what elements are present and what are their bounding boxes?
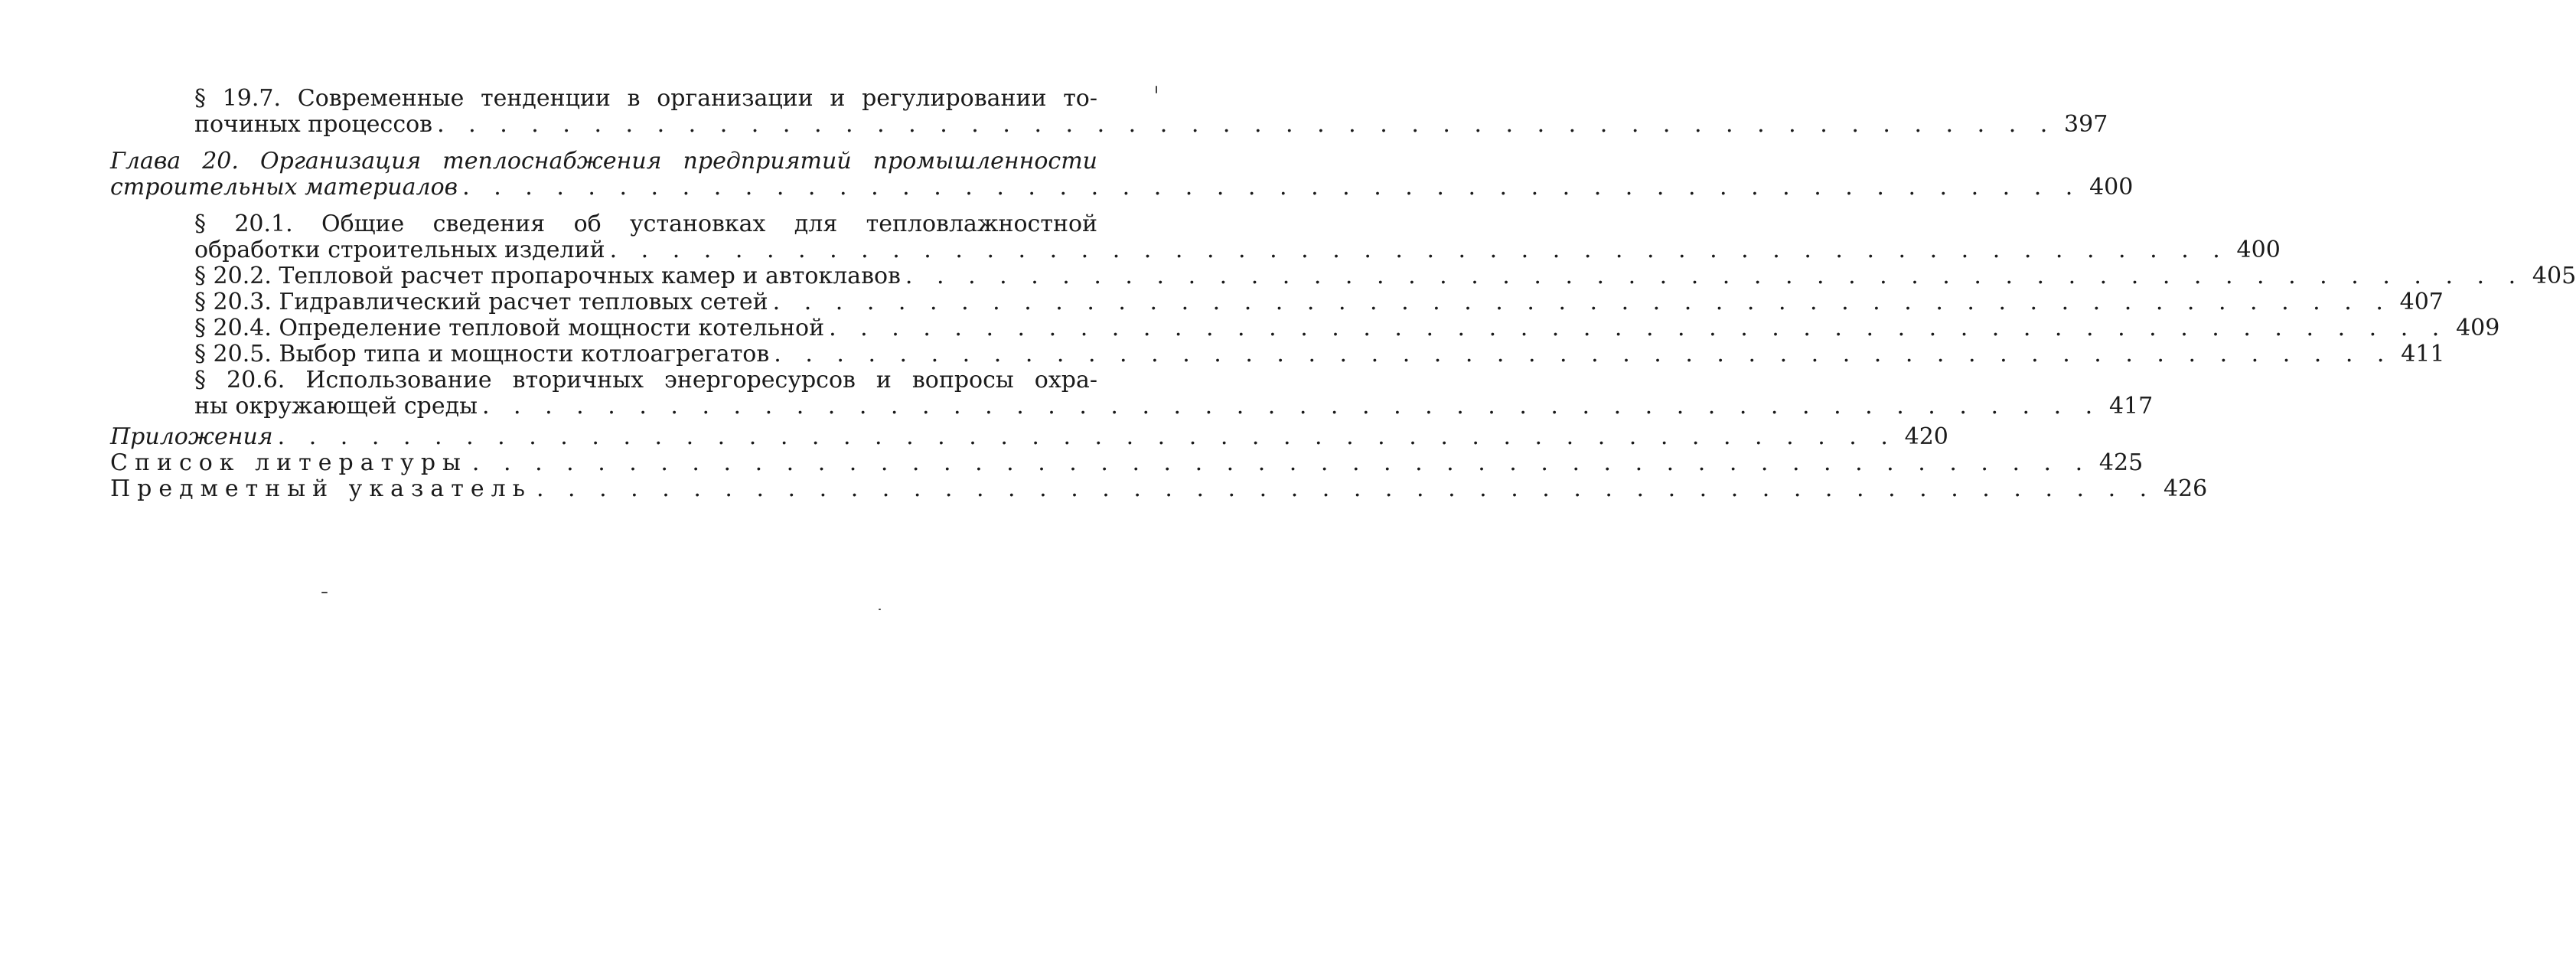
- toc-entry-text: Предметный указатель: [110, 475, 532, 502]
- toc-entry-last-line: [194, 315, 2500, 341]
- toc-entry-line: § 19.7. Современные тенденции в организации и регулировании то-: [194, 85, 1097, 112]
- toc-entry-last-line: [110, 449, 2144, 476]
- toc-page-number: 425: [2098, 449, 2144, 476]
- toc-page-number: 426: [2163, 475, 2208, 502]
- dot-leader: . . . . . . . . . . . . . . . . . . . . . . . . . . . . . . . . . . . . . . . . . . . . . . . . . . . .: [462, 174, 2082, 201]
- dot-leader: . . . . . . . . . . . . . . . . . . . . . . . . . . . . . . . . . . . . . . . . . . . . . . . . . . . .: [471, 449, 2092, 476]
- toc-entry-text: § 20.5. Выбор типа и мощности котлоагрегатов: [194, 341, 770, 367]
- toc-page-number: 407: [2399, 289, 2444, 315]
- dot-leader: . . . . . . . . . . . . . . . . . . . . . . . . . . . . . . . . . . . . . . . . . . . . . . . . . . . .: [774, 341, 2393, 367]
- toc-entry-last-line: [194, 263, 2576, 289]
- dot-leader: . . . . . . . . . . . . . . . . . . . . . . . . . . . . . . . . . . . . . . . . . . . . . . . . . . . .: [536, 475, 2156, 502]
- toc-entry-appendices: [110, 423, 1948, 450]
- toc-page-number: 400: [2236, 237, 2281, 263]
- toc-page-number: 405: [2532, 263, 2576, 289]
- toc-entry-last-line: [194, 111, 2108, 138]
- dot-leader: . . . . . . . . . . . . . . . . . . . . . . . . . . . . . . . . . . . . . . . . . . . . . . . . . . . .: [277, 423, 1896, 450]
- table-of-contents: [110, 85, 2576, 502]
- toc-entry-text: обработки строительных изделий: [194, 237, 605, 263]
- toc-entry-line: § 20.6. Использование вторичных энергоресурсов и вопросы охра-: [194, 367, 1097, 393]
- toc-page-number: 397: [2064, 111, 2108, 138]
- toc-entry-last-line: [110, 174, 2134, 201]
- toc-entry-text: Список литературы: [110, 449, 468, 476]
- toc-entry-20-3: [110, 289, 2444, 315]
- dot-leader: . . . . . . . . . . . . . . . . . . . . . . . . . . . . . . . . . . . . . . . . . . . . . . . . . . . .: [905, 263, 2525, 289]
- toc-page-number: 420: [1904, 423, 1948, 450]
- dot-leader: . . . . . . . . . . . . . . . . . . . . . . . . . . . . . . . . . . . . . . . . . . . . . . . . . . . .: [481, 393, 2102, 420]
- toc-entry-text: § 20.2. Тепловой расчет пропарочных камер и автоклавов: [194, 263, 901, 289]
- toc-entry-text: § 20.4. Определение тепловой мощности котельной: [194, 315, 825, 341]
- toc-entry-last-line: [194, 289, 2444, 315]
- toc-entry-last-line: [110, 475, 2208, 502]
- toc-entry-20-4: [110, 315, 2500, 341]
- toc-entry-last-line: [194, 393, 2154, 420]
- toc-entry-text: починых процессов: [194, 111, 433, 138]
- scan-speck: [321, 592, 328, 593]
- toc-page-number: 400: [2089, 174, 2134, 201]
- toc-entry-line: § 20.1. Общие сведения об установках для тепловлажностной: [194, 211, 1097, 237]
- toc-entry-19-7: [110, 85, 2108, 138]
- toc-entry-text: ны окружающей среды: [194, 393, 478, 420]
- scan-speck: [879, 609, 881, 610]
- dot-leader: . . . . . . . . . . . . . . . . . . . . . . . . . . . . . . . . . . . . . . . . . . . . . . . . . . . .: [437, 111, 2056, 138]
- toc-entry-last-line: [110, 423, 1948, 450]
- toc-entry-chapter-20: [110, 148, 2134, 201]
- toc-entry-20-6: [110, 367, 2154, 420]
- scan-speck: [1156, 86, 1157, 93]
- toc-page-number: 417: [2108, 393, 2154, 420]
- toc-entry-bibliography: [110, 449, 2144, 476]
- toc-entry-20-2: [110, 263, 2576, 289]
- toc-entry-20-1: [110, 211, 2281, 263]
- toc-entry-20-5: [110, 341, 2445, 367]
- toc-page-number: 411: [2401, 341, 2445, 367]
- toc-entry-text: Приложения: [110, 423, 273, 450]
- dot-leader: . . . . . . . . . . . . . . . . . . . . . . . . . . . . . . . . . . . . . . . . . . . . . . . . . . . .: [609, 237, 2229, 263]
- toc-entry-text: § 20.3. Гидравлический расчет тепловых сетей: [194, 289, 768, 315]
- dot-leader: . . . . . . . . . . . . . . . . . . . . . . . . . . . . . . . . . . . . . . . . . . . . . . . . . . . .: [829, 315, 2448, 341]
- toc-page-number: 409: [2456, 315, 2500, 341]
- toc-entry-line: Глава 20. Организация теплоснабжения предприятий промышленности: [110, 148, 1097, 175]
- dot-leader: . . . . . . . . . . . . . . . . . . . . . . . . . . . . . . . . . . . . . . . . . . . . . . . . . . . .: [772, 289, 2392, 315]
- toc-entry-subject-index: [110, 475, 2208, 502]
- toc-entry-text: строительных материалов: [110, 174, 458, 201]
- toc-entry-last-line: [194, 237, 2281, 263]
- toc-entry-last-line: [194, 341, 2445, 367]
